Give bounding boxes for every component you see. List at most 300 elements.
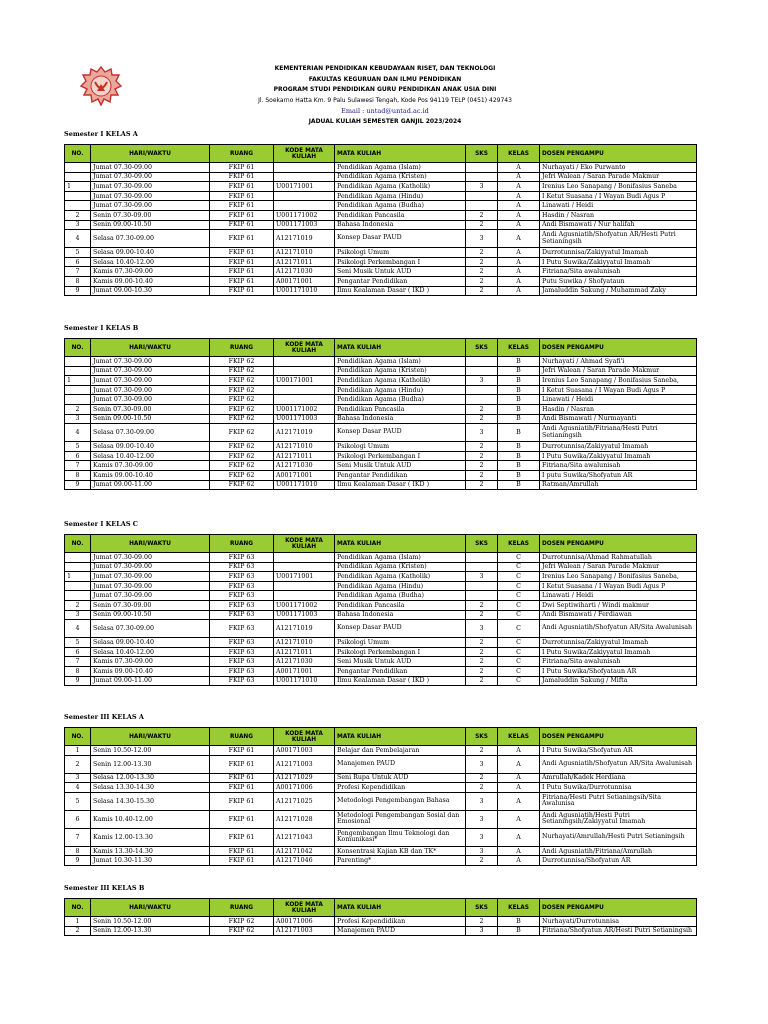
table-cell: A12171011 (274, 257, 335, 267)
table-cell (65, 357, 91, 367)
column-header: KODE MATA KULIAH (274, 535, 335, 553)
table-cell: U001171010 (274, 676, 335, 686)
program-name: PROGRAM STUDI PENDIDIKAN GURU PENDIDIKAN ANAK USIA DINI (273, 86, 497, 93)
table-cell: Fitriana/Sita awalunisah (540, 657, 697, 667)
table-cell (274, 395, 335, 405)
table-cell: FKIP 63 (210, 581, 274, 591)
ministry-name: KEMENTERIAN PENDIDIKAN KEBUDAYAAN RISET, DAN TEKNOLOGI (274, 65, 496, 72)
table-cell: Ilmu Kealaman Dasar ( IKD ) (335, 480, 466, 490)
table-cell: Selasa 13.30-14.30 (91, 783, 210, 793)
table-cell: Pendidikan Agama (Hindu) (335, 191, 466, 201)
table-cell: I Ketut Suasana / I Wayan Budi Agus P (540, 191, 697, 201)
table-cell: C (498, 647, 540, 657)
table-cell: A00171003 (274, 746, 335, 756)
table-cell: Psikologi Umum (335, 248, 466, 258)
table-cell: 3 (65, 414, 91, 424)
table-cell: U001171010 (274, 480, 335, 490)
table-cell: A (498, 755, 540, 773)
table-cell: 2 (466, 267, 498, 277)
table-row (65, 610, 697, 620)
column-header: SKS (466, 728, 498, 746)
table-cell: Pengantar Pendidikan (335, 666, 466, 676)
table-cell: Pengembangan Ilmu Teknologi dan Komunikasi* (335, 828, 466, 846)
table-cell: Durrotunnisa/Zakiyyatul Imamah (540, 442, 697, 452)
table-row (65, 480, 697, 490)
table-cell: Pendidikan Agama (Islam) (335, 163, 466, 173)
table-cell: A (498, 276, 540, 286)
table-cell: A (498, 210, 540, 220)
table-row (65, 666, 697, 676)
table-cell: FKIP 62 (210, 366, 274, 376)
table-cell: Ratman/Amrullah (540, 480, 697, 490)
table-cell: FKIP 62 (210, 461, 274, 471)
table-cell: Ilmu Kealaman Dasar ( IKD ) (335, 286, 466, 296)
table-cell: Fitriana/Sita awalunisah (540, 267, 697, 277)
table-cell: U00171001 (274, 376, 335, 386)
table-cell: 2 (466, 657, 498, 667)
table-cell: FKIP 63 (210, 620, 274, 638)
table-cell: I Ketut Suasana / I Wayan Budi Agus P (540, 581, 697, 591)
table-cell: 2 (466, 856, 498, 866)
table-cell: FKIP 63 (210, 666, 274, 676)
table-cell: Pendidikan Agama (Budha) (335, 201, 466, 211)
table-row (65, 191, 697, 201)
table-row (65, 810, 697, 828)
table-cell: 1 (65, 376, 91, 386)
table-cell: A12171030 (274, 461, 335, 471)
table-cell: 2 (466, 773, 498, 783)
table-cell: 3 (466, 828, 498, 846)
section-label: Semester I KELAS C (64, 520, 138, 528)
table-row (65, 562, 697, 572)
table-cell: Jefri Walean / Saran Parade Makmur (540, 366, 697, 376)
table-cell: Kamis 07.30-09.00 (91, 657, 210, 667)
table-cell: Ilmu Kealaman Dasar ( IKD ) (335, 676, 466, 686)
column-header: KELAS (498, 339, 540, 357)
table-cell: A (498, 856, 540, 866)
table-cell (65, 385, 91, 395)
table-cell: Hasdin / Nasran (540, 210, 697, 220)
section-label: Semester III KELAS A (64, 713, 144, 721)
table-cell: A (498, 201, 540, 211)
table-cell: Seni Musik Untuk AUD (335, 267, 466, 277)
table-cell: FKIP 61 (210, 828, 274, 846)
table-cell: FKIP 62 (210, 926, 274, 936)
table-cell: 6 (65, 647, 91, 657)
table-cell: Psikologi Perkembangan I (335, 451, 466, 461)
table-cell: Senin 07.30-09.00 (91, 404, 210, 414)
table-cell (274, 562, 335, 572)
table-cell: Senin 07.30-09.00 (91, 210, 210, 220)
table-cell (65, 366, 91, 376)
table-cell: Pendidikan Agama (Budha) (335, 395, 466, 405)
table-cell: 2 (466, 404, 498, 414)
table-cell: Manajemen PAUD (335, 926, 466, 936)
table-cell: Jumat 07.30-09.00 (91, 182, 210, 192)
table-cell (466, 395, 498, 405)
table-cell: B (498, 461, 540, 471)
table-cell: FKIP 61 (210, 220, 274, 230)
table-cell: Jumat 07.30-09.00 (91, 562, 210, 572)
table-cell: Manajemen PAUD (335, 755, 466, 773)
table-cell: C (498, 600, 540, 610)
table-cell: 2 (466, 451, 498, 461)
table-row (65, 600, 697, 610)
table-cell: Jumat 07.30-09.00 (91, 357, 210, 367)
table-cell: 2 (466, 666, 498, 676)
section-label: Semester I KELAS A (64, 130, 138, 138)
table-cell: 2 (466, 286, 498, 296)
table-cell (274, 357, 335, 367)
table-cell: Jumat 07.30-09.00 (91, 395, 210, 405)
table-cell: FKIP 63 (210, 553, 274, 563)
table-cell: 5 (65, 792, 91, 810)
table-cell: Nurhayati/Durrotunnisa (540, 917, 697, 927)
table-cell: A12171011 (274, 647, 335, 657)
table-cell: Jumat 07.30-09.00 (91, 201, 210, 211)
table-cell: Senin 09.00-10.50 (91, 610, 210, 620)
table-cell (274, 163, 335, 173)
column-header: RUANG (210, 728, 274, 746)
table-cell: A (498, 846, 540, 856)
schedule-table (64, 727, 697, 866)
table-cell: Konsep Dasar PAUD (335, 424, 466, 442)
table-cell: A12171011 (274, 451, 335, 461)
table-cell: FKIP 62 (210, 470, 274, 480)
table-cell: FKIP 61 (210, 783, 274, 793)
table-cell: U001171002 (274, 404, 335, 414)
table-cell: Kamis 07.30-09.00 (91, 461, 210, 471)
table-cell: FKIP 62 (210, 414, 274, 424)
table-cell: Linawati / Heidi (540, 591, 697, 601)
table-cell: U00171001 (274, 572, 335, 582)
table-cell: 9 (65, 480, 91, 490)
column-header: DOSEN PENGAMPU (540, 899, 697, 917)
table-cell (65, 553, 91, 563)
table-cell: FKIP 61 (210, 276, 274, 286)
table-cell: C (498, 610, 540, 620)
table-cell: 5 (65, 442, 91, 452)
table-cell: Psikologi Umum (335, 638, 466, 648)
table-cell (466, 163, 498, 173)
table-header-row (65, 339, 697, 357)
table-cell: Metodologi Pengembangan Sosial dan Emosional (335, 810, 466, 828)
table-cell: FKIP 61 (210, 191, 274, 201)
address: Jl. Soekarno Hatta Km. 9 Palu Sulawesi Tengah, Kode Pos 94119 TELP (0451) 429743 (258, 96, 512, 104)
table-cell (274, 201, 335, 211)
column-header: RUANG (210, 899, 274, 917)
table-cell: Selasa 09.00-10.40 (91, 248, 210, 258)
table-cell: Selasa 12.00-13.30 (91, 773, 210, 783)
table-cell: A12171042 (274, 846, 335, 856)
table-row (65, 591, 697, 601)
table-cell: Senin 10.50-12.00 (91, 917, 210, 927)
table-cell (274, 385, 335, 395)
table-cell: Durrotunnisa/Shofyatun AR (540, 856, 697, 866)
table-row (65, 210, 697, 220)
table-cell: Pendidikan Agama (Kristen) (335, 562, 466, 572)
table-row (65, 792, 697, 810)
table-cell (274, 553, 335, 563)
table-cell: A12171003 (274, 926, 335, 936)
table-cell: 7 (65, 461, 91, 471)
table-cell (65, 591, 91, 601)
table-cell: FKIP 61 (210, 163, 274, 173)
table-cell: B (498, 366, 540, 376)
column-header: RUANG (210, 339, 274, 357)
table-cell: I putu Suwika/Shofyatun AR (540, 470, 697, 480)
table-cell: A12171010 (274, 442, 335, 452)
table-cell: 2 (466, 746, 498, 756)
table-cell (274, 172, 335, 182)
table-cell: 2 (65, 404, 91, 414)
table-cell: I Putu Suwika/Zakiyyatul Imamah (540, 647, 697, 657)
table-cell: Profesi Kependidikan (335, 917, 466, 927)
section-label: Semester I KELAS B (64, 324, 139, 332)
table-cell: FKIP 61 (210, 172, 274, 182)
table-cell: FKIP 63 (210, 600, 274, 610)
column-header: MATA KULIAH (335, 145, 466, 163)
table-cell: FKIP 62 (210, 385, 274, 395)
table-cell: U001171003 (274, 220, 335, 230)
table-cell: A00171001 (274, 276, 335, 286)
table-cell: C (498, 638, 540, 648)
table-cell: A12171025 (274, 792, 335, 810)
table-cell: B (498, 917, 540, 927)
table-cell: Seni Musik Untuk AUD (335, 657, 466, 667)
table-cell: FKIP 63 (210, 591, 274, 601)
table-row (65, 442, 697, 452)
table-row (65, 581, 697, 591)
table-cell: Selasa 09.00-10.40 (91, 638, 210, 648)
table-cell: 2 (65, 210, 91, 220)
table-cell: Andi Agusniatih/Shofyatun AR/Sita Awalunisah (540, 755, 697, 773)
table-row (65, 461, 697, 471)
table-cell (466, 357, 498, 367)
table-row (65, 376, 697, 386)
column-header: MATA KULIAH (335, 339, 466, 357)
table-cell: Jefri Walean / Saran Parade Makmur (540, 172, 697, 182)
table-cell (65, 163, 91, 173)
table-cell: A12171019 (274, 620, 335, 638)
table-row (65, 647, 697, 657)
column-header: KODE MATA KULIAH (274, 339, 335, 357)
table-cell: 2 (65, 755, 91, 773)
table-cell: Pendidikan Pancasila (335, 404, 466, 414)
table-cell: 2 (466, 461, 498, 471)
table-cell: Kamis 12.00-13.30 (91, 828, 210, 846)
table-cell (466, 201, 498, 211)
section-label: Semester III KELAS B (64, 884, 145, 892)
table-cell: 6 (65, 810, 91, 828)
table-cell: Fitriana/Hesti Putri Setianingsih/Sita Awalunisa (540, 792, 697, 810)
table-cell: Durrotunnisa/Zakiyyatul Imamah (540, 248, 697, 258)
column-header: HARI/WAKTU (91, 535, 210, 553)
table-cell: Jumat 07.30-09.00 (91, 376, 210, 386)
column-header: RUANG (210, 535, 274, 553)
table-cell: 2 (466, 470, 498, 480)
table-cell: 2 (466, 414, 498, 424)
table-cell: Jumat 07.30-09.00 (91, 172, 210, 182)
table-row (65, 257, 697, 267)
column-header: NO. (65, 899, 91, 917)
table-cell: FKIP 61 (210, 257, 274, 267)
table-cell (65, 191, 91, 201)
table-cell: 4 (65, 783, 91, 793)
schedule-table (64, 534, 697, 686)
table-cell: 2 (466, 647, 498, 657)
table-row (65, 182, 697, 192)
table-cell: I Putu Suwika/Zakiyyatul Imamah (540, 451, 697, 461)
table-row (65, 395, 697, 405)
table-row (65, 620, 697, 638)
table-row (65, 926, 697, 936)
table-cell: Irenius Leo Sanapang / Bonifasius Saneba (540, 182, 697, 192)
table-cell (466, 366, 498, 376)
table-cell: Jumat 09.00-11.00 (91, 480, 210, 490)
table-cell (466, 553, 498, 563)
table-cell: 3 (65, 773, 91, 783)
table-cell: Konsep Dasar PAUD (335, 620, 466, 638)
table-cell (466, 172, 498, 182)
table-cell: Andi Agusniatih/Shofyatun AR/Hesti Putri Setianingsih (540, 230, 697, 248)
table-cell: Pendidikan Agama (Katholik) (335, 572, 466, 582)
table-cell: A (498, 828, 540, 846)
table-cell: B (498, 926, 540, 936)
column-header: KELAS (498, 728, 540, 746)
table-cell: Pengantar Pendidikan (335, 276, 466, 286)
table-cell: FKIP 62 (210, 451, 274, 461)
table-cell: 3 (466, 846, 498, 856)
table-cell (466, 581, 498, 591)
table-cell: A (498, 230, 540, 248)
table-cell: A00171001 (274, 666, 335, 676)
table-cell: FKIP 61 (210, 856, 274, 866)
table-row (65, 424, 697, 442)
table-cell: C (498, 676, 540, 686)
table-cell: 2 (466, 638, 498, 648)
table-cell: 3 (466, 620, 498, 638)
table-cell: Andi Bismawati / Nur halifah (540, 220, 697, 230)
table-cell: Konsep Dasar PAUD (335, 230, 466, 248)
table-cell: 7 (65, 267, 91, 277)
table-cell: A12171043 (274, 828, 335, 846)
table-cell: FKIP 61 (210, 248, 274, 258)
table-cell: FKIP 63 (210, 676, 274, 686)
table-cell: Jamaluddin Sakung / Muhammad Zaky (540, 286, 697, 296)
table-cell: 1 (65, 182, 91, 192)
table-cell: A (498, 163, 540, 173)
table-cell: FKIP 61 (210, 846, 274, 856)
table-cell: 5 (65, 638, 91, 648)
table-cell: Pendidikan Pancasila (335, 210, 466, 220)
table-cell: C (498, 572, 540, 582)
table-cell: Jumat 07.30-09.00 (91, 581, 210, 591)
table-row (65, 366, 697, 376)
table-cell: Jefri Walean / Saran Parade Makmur (540, 562, 697, 572)
table-cell: B (498, 424, 540, 442)
table-cell: 7 (65, 657, 91, 667)
table-cell: FKIP 63 (210, 610, 274, 620)
table-cell: A12171019 (274, 230, 335, 248)
table-cell: B (498, 480, 540, 490)
table-cell: A12171010 (274, 638, 335, 648)
table-cell: Pendidikan Agama (Islam) (335, 553, 466, 563)
table-cell: 7 (65, 828, 91, 846)
table-cell: A (498, 257, 540, 267)
column-header: DOSEN PENGAMPU (540, 145, 697, 163)
column-header: HARI/WAKTU (91, 145, 210, 163)
table-cell: Selasa 09.00-10.40 (91, 442, 210, 452)
table-cell: A (498, 248, 540, 258)
table-cell: FKIP 61 (210, 230, 274, 248)
table-cell: Bahasa Indonesia (335, 220, 466, 230)
column-header: MATA KULIAH (335, 535, 466, 553)
table-cell: A (498, 783, 540, 793)
table-cell: Andi Agusniatih/Fitriana/Amrullah (540, 846, 697, 856)
table-cell: C (498, 666, 540, 676)
table-cell: 3 (466, 755, 498, 773)
table-row (65, 657, 697, 667)
table-cell: Putu Suwika / Shofyataun (540, 276, 697, 286)
table-cell: B (498, 357, 540, 367)
table-cell: Linawati / Heidi (540, 395, 697, 405)
table-cell: Jumat 09.00-10.30 (91, 286, 210, 296)
table-cell: A (498, 220, 540, 230)
table-cell (65, 581, 91, 591)
table-cell: 6 (65, 257, 91, 267)
table-cell: Pendidikan Pancasila (335, 600, 466, 610)
table-header-row (65, 145, 697, 163)
table-cell: Kamis 07.30-09.00 (91, 267, 210, 277)
table-cell: U00171001 (274, 182, 335, 192)
table-cell: Andi Bismawati / Ferdiawan (540, 610, 697, 620)
column-header: NO. (65, 145, 91, 163)
table-cell: Kamis 13.30-14.30 (91, 846, 210, 856)
table-cell: 2 (65, 600, 91, 610)
table-cell: Selasa 07.30-09.00 (91, 424, 210, 442)
table-cell: B (498, 376, 540, 386)
column-header: SKS (466, 899, 498, 917)
table-cell: A12171030 (274, 267, 335, 277)
table-cell: U001171002 (274, 210, 335, 220)
table-cell: A (498, 191, 540, 201)
table-cell: Linawati / Heidi (540, 201, 697, 211)
table-cell (274, 591, 335, 601)
table-cell: Nurhayati / Eko Purwanto (540, 163, 697, 173)
table-cell: Metodologi Pengembangan Bahasa (335, 792, 466, 810)
table-cell: Parenting* (335, 856, 466, 866)
table-cell: FKIP 61 (210, 810, 274, 828)
column-header: DOSEN PENGAMPU (540, 728, 697, 746)
table-cell: U001171010 (274, 286, 335, 296)
table-row (65, 201, 697, 211)
column-header: SKS (466, 339, 498, 357)
table-cell: 3 (466, 792, 498, 810)
table-cell: A00171006 (274, 917, 335, 927)
table-cell: 8 (65, 276, 91, 286)
column-header: MATA KULIAH (335, 728, 466, 746)
table-cell: A12171019 (274, 424, 335, 442)
table-cell: FKIP 61 (210, 210, 274, 220)
table-cell: U001171002 (274, 600, 335, 610)
table-row (65, 783, 697, 793)
table-cell: 2 (466, 220, 498, 230)
table-cell: Pendidikan Agama (Katholik) (335, 182, 466, 192)
table-cell: 3 (466, 424, 498, 442)
table-cell: B (498, 470, 540, 480)
table-cell (466, 591, 498, 601)
